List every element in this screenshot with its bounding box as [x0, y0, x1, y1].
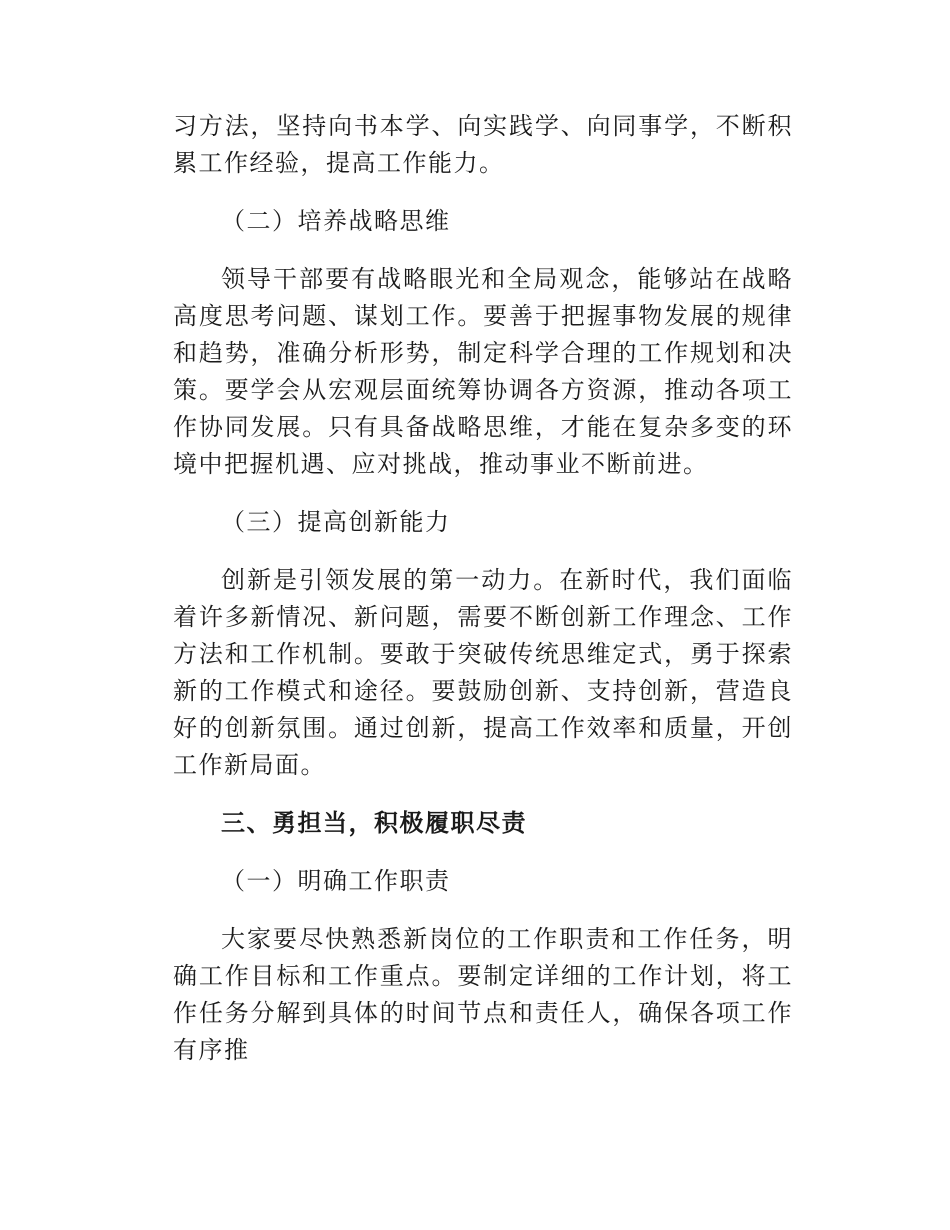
subheading-duties: （一）明确工作职责 [221, 867, 451, 895]
paragraph-innovation: 创新是引领发展的第一动力。在新时代，我们面临着许多新情况、新问题，需要不断创新工作理念、工作方法和工作机制。要敢于突破传统思维定式，勇于探索新的工作模式和途径。要鼓励创新、支持创新，营造良好的创新氛围。通过创新，提高工作效率和质量，开创工作新局面。 [173, 566, 793, 779]
spacer [173, 483, 793, 504]
spacer [173, 900, 793, 921]
section-heading-responsibility: 三、勇担当，积极履职尽责 [221, 809, 527, 837]
spacer [173, 541, 793, 562]
spacer [173, 784, 793, 805]
paragraph-continued: 习方法，坚持向书本学、向实践学、向同事学，不断积累工作经验，提高工作能力。 [173, 112, 793, 177]
subheading-innovation: （三）提高创新能力 [221, 508, 451, 536]
spacer [173, 842, 793, 863]
subheading-strategic-thinking: （二）培养战略思维 [221, 207, 451, 235]
spacer [173, 240, 793, 261]
spacer [173, 182, 793, 203]
paragraph-duties: 大家要尽快熟悉新岗位的工作职责和工作任务，明确工作目标和工作重点。要制定详细的工作计划，将工作任务分解到具体的时间节点和责任人，确保各项工作有序推 [173, 925, 793, 1064]
paragraph-strategic-thinking: 领导干部要有战略眼光和全局观念，能够站在战略高度思考问题、谋划工作。要善于把握事物发展的规律和趋势，准确分析形势，制定科学合理的工作规划和决策。要学会从宏观层面统筹协调各方资源，推动各项工作协同发展。只有具备战略思维，才能在复杂多变的环境中把握机遇、应对挑战，推动事业不断前进。 [173, 265, 793, 478]
document-body [173, 108, 793, 1069]
